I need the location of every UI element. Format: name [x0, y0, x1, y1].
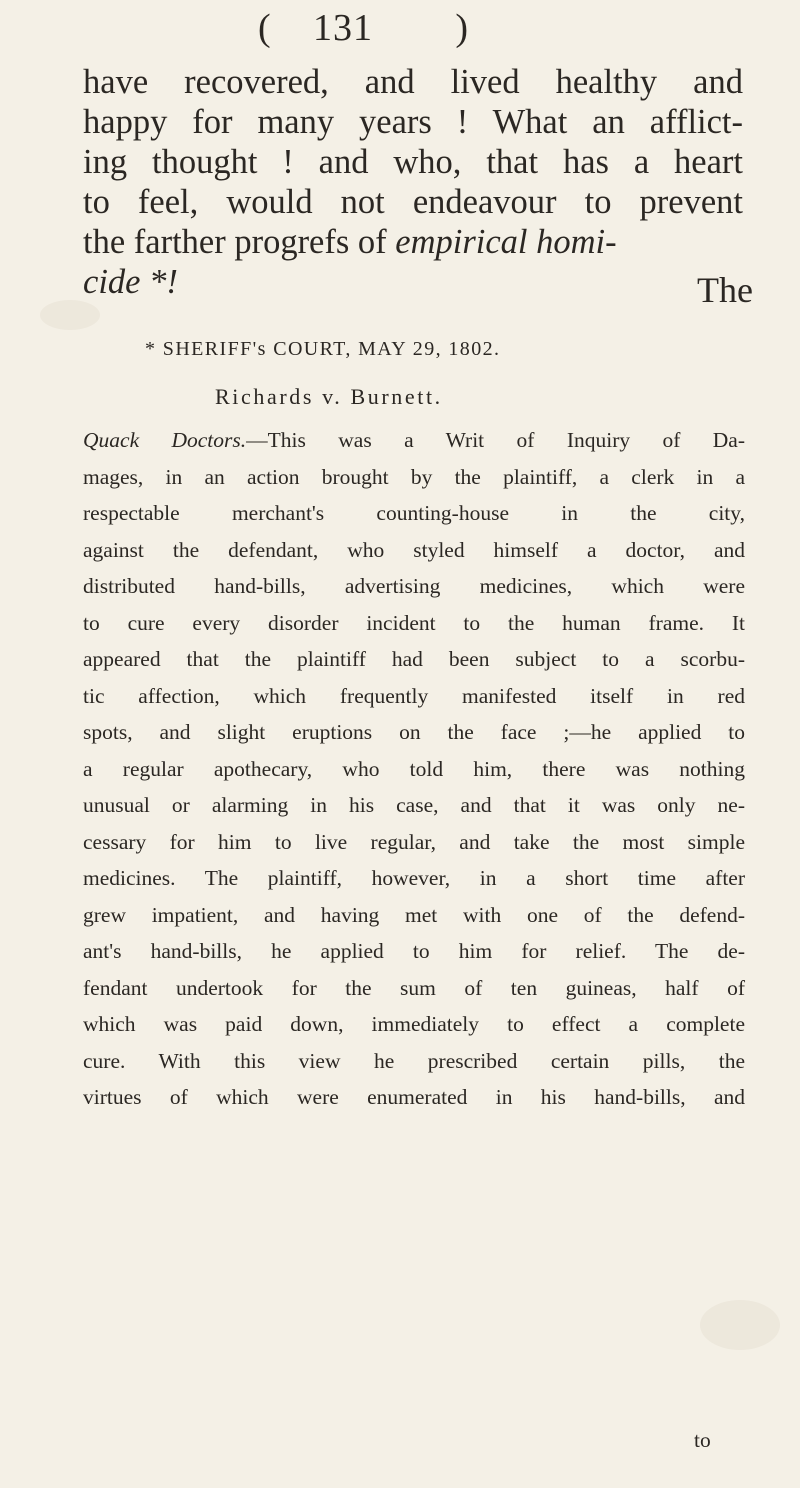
main-text-line: to feel, would not endeavour to prevent: [83, 183, 743, 221]
main-text-line-end: cide *!: [83, 263, 178, 301]
main-text-line: [83, 262, 753, 310]
footnote-line: fendant undertook for the sum of ten guineas, half of: [83, 975, 745, 1000]
footnote-line: against the defendant, who styled himself a doctor, and: [83, 537, 745, 562]
page-catchword: to: [694, 1428, 711, 1452]
footnote-line: which was paid down, immediately to effect a complete: [83, 1012, 745, 1036]
footnote-line: a regular apothecary, who told him, there was nothing: [83, 756, 745, 781]
footnote-body: [83, 422, 745, 1116]
paper-stain: [700, 1300, 780, 1350]
footnote-line: [83, 422, 745, 459]
footnote-line: distributed hand-bills, advertising medicines, which were: [83, 574, 745, 598]
footnote-line: medicines. The plaintiff, however, in a short time after: [83, 866, 745, 890]
main-text-line: have recovered, and lived healthy and: [83, 63, 743, 101]
main-catchword: The: [697, 270, 753, 310]
page-number: [258, 2, 468, 54]
main-text-line: ing thought ! and who, that has a heart: [83, 143, 743, 181]
page-number-open-paren: (: [258, 7, 271, 49]
footnote-line: cure. With this view he prescribed certain pills, the: [83, 1048, 745, 1073]
footnote-line: to cure every disorder incident to the human frame. It: [83, 610, 745, 635]
footnote-line: cessary for him to live regular, and take the most simple: [83, 829, 745, 854]
main-text: [83, 62, 753, 310]
footnote-case-title: Richards v. Burnett.: [215, 384, 443, 409]
footnote-heading: * SHERIFF's COURT, MAY 29, 1802.: [145, 338, 501, 360]
page-number-close-paren: ): [455, 7, 468, 49]
footnote-lead-italic: Quack Doctors.: [83, 428, 247, 452]
footnote-line: virtues of which were enumerated in his hand-bills, and: [83, 1085, 745, 1109]
main-text-line-start: the farther progrefs of: [83, 223, 396, 261]
main-text-line: happy for many years ! What an afflict-: [83, 103, 743, 141]
main-text-line: [83, 222, 743, 262]
footnote-line: unusual or alarming in his case, and that it was only ne-: [83, 793, 745, 817]
footnote-line: spots, and slight eruptions on the face ;—he applied to: [83, 720, 745, 744]
footnote-line-rest: —This was a Writ of Inquiry of Da-: [246, 428, 746, 452]
footnote-line: appeared that the plaintiff had been subject to a scorbu-: [83, 647, 745, 671]
page-number-value: 131: [313, 7, 373, 49]
footnote-line: grew impatient, and having met with one of the defend-: [83, 902, 745, 927]
footnote-line: respectable merchant's counting-house in the city,: [83, 501, 745, 525]
main-text-italic-phrase: empirical homi-: [395, 223, 617, 261]
footnote-line: ant's hand-bills, he applied to him for relief. The de-: [83, 939, 745, 963]
paper-stain: [40, 300, 100, 330]
footnote-line: tic affection, which frequently manifested itself in red: [83, 683, 745, 708]
footnote-line: mages, in an action brought by the plaintiff, a clerk in a: [83, 464, 745, 489]
